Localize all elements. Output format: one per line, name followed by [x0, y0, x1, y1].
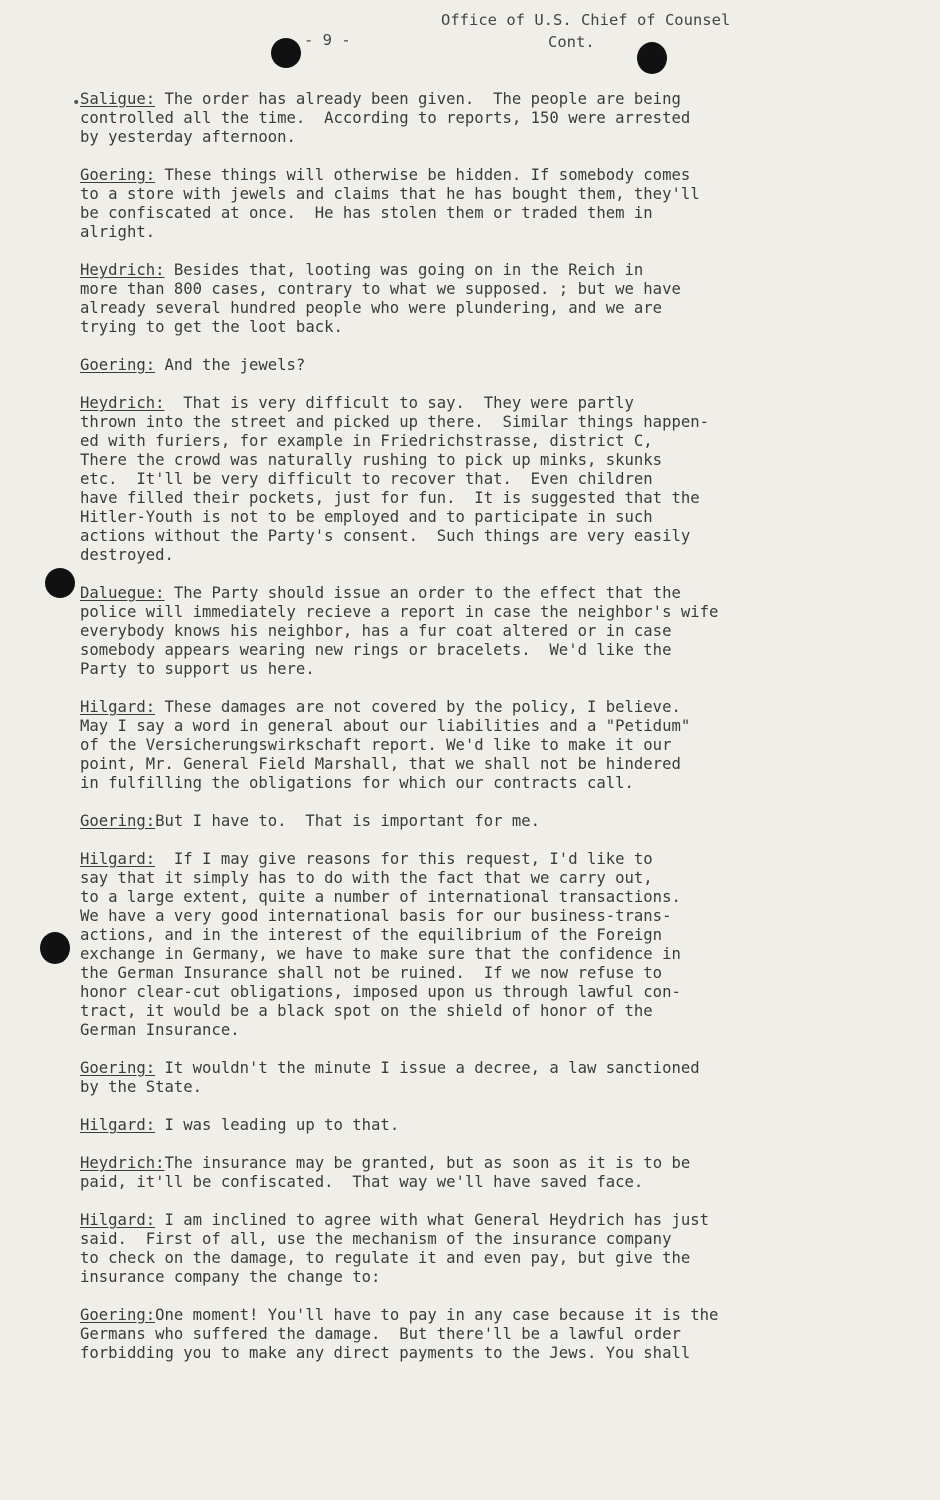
- speech-text: But I have to. That is important for me.: [155, 812, 541, 830]
- speaker-name: Hilgard:: [80, 1211, 156, 1229]
- speaker-name: Saligue:: [80, 90, 156, 108]
- transcript-paragraph: [80, 356, 880, 375]
- transcript-paragraph: [80, 90, 880, 147]
- transcript-paragraph: [80, 850, 880, 1040]
- speaker-name: Goering:: [80, 356, 156, 374]
- speaker-name: Hilgard:: [80, 698, 156, 716]
- transcript-paragraph: [80, 394, 880, 565]
- speaker-name: Goering:: [80, 1059, 156, 1077]
- transcript-paragraph: [80, 698, 880, 793]
- transcript-paragraph: [80, 261, 880, 337]
- speech-text: If I may give reasons for this request, I'd like to say that it simply has to do with the fact that we carry out, to a large extent, quite a number of international transactions. We have a very good international basis for our business-trans- actions, and in the interest of the equilibrium of the Foreign exchange in Germany, we have to make sure that the confidence in the German Insurance shall not be ruined. If we now refuse to honor clear-cut obligations, imposed upon us through lawful con- tract, it would be a black spot on the shield of honor of the German Insurance.: [80, 850, 681, 1039]
- transcript-paragraph: [80, 584, 880, 679]
- speech-text: The Party should issue an order to the effect that the police will immediately recieve a report in case the neighbor's wife everybody knows his neighbor, has a fur coat altered or in case somebody appears wearing new rings or bracelets. We'd like the Party to support us here.: [80, 584, 719, 678]
- transcript-paragraph: [80, 1059, 880, 1097]
- transcript-body: [80, 90, 880, 1382]
- speech-text: The order has already been given. The people are being controlled all the time. According to reports, 150 were arrested by yesterday afternoon.: [80, 90, 691, 146]
- speech-text: And the jewels?: [155, 356, 306, 374]
- transcript-paragraph: [80, 812, 880, 831]
- office-heading: Office of U.S. Chief of Counsel: [441, 11, 731, 29]
- speech-text: These damages are not covered by the policy, I believe. May I say a word in general about our liabilities and a "Petidum" of the Versicherungswirkschaft report. We'd like to make it our point, Mr. General Field Marshall, that we shall not be hindered in fulfilling the obligations for which our contracts call.: [80, 698, 691, 792]
- transcript-paragraph: [80, 1154, 880, 1192]
- speech-text: One moment! You'll have to pay in any case because it is the Germans who suffered the damage. But there'll be a lawful order forbidding you to make any direct payments to the Jews. You shall: [80, 1306, 719, 1362]
- speaker-name: Heydrich:: [80, 1154, 165, 1172]
- transcript-paragraph: [80, 1211, 880, 1287]
- speaker-name: Hilgard:: [80, 850, 156, 868]
- page-number: - 9 -: [304, 31, 351, 49]
- punch-hole-left-upper: [45, 568, 75, 598]
- punch-hole-left-lower: [40, 932, 70, 964]
- speaker-name: Hilgard:: [80, 1116, 156, 1134]
- speech-text: Besides that, looting was going on in the Reich in more than 800 cases, contrary to what we supposed. ; but we have already several hundred people who were plundering, and we are trying to get the loot back.: [80, 261, 681, 336]
- continued-heading: Cont.: [548, 33, 595, 51]
- speaker-name: Heydrich:: [80, 261, 165, 279]
- speaker-name: Goering:: [80, 812, 156, 830]
- speech-text: These things will otherwise be hidden. If somebody comes to a store with jewels and claims that he has bought them, they'll be confiscated at once. He has stolen them or traded them in alright.: [80, 166, 700, 241]
- speech-text: I am inclined to agree with what General Heydrich has just said. First of all, use the mechanism of the insurance company to check on the damage, to regulate it and even pay, but give the insurance company the change to:: [80, 1211, 710, 1286]
- speaker-name: Goering:: [80, 1306, 156, 1324]
- punch-hole-top-right: [637, 42, 667, 74]
- speech-text: It wouldn't the minute I issue a decree, a law sanctioned by the State.: [80, 1059, 700, 1096]
- speaker-name: Heydrich:: [80, 394, 165, 412]
- speech-text: That is very difficult to say. They were partly thrown into the street and picked up there. Similar things happen- ed with furiers, for example in Friedrichstrasse, district C, There the crowd was naturally rushing to pick up minks, skunks etc. It'll be very difficult to recover that. Even children have filled their pockets, just for fun. It is suggested that the Hitler-Youth is not to be employed and to participate in such actions without the Party's consent. Such things are very easily destroyed.: [80, 394, 710, 564]
- speech-text: I was leading up to that.: [155, 1116, 400, 1134]
- speech-text: The insurance may be granted, but as soon as it is to be paid, it'll be confiscated. That way we'll have saved face.: [80, 1154, 691, 1191]
- speaker-name: Daluegue:: [80, 584, 165, 602]
- transcript-paragraph: [80, 1116, 880, 1135]
- transcript-paragraph: [80, 166, 880, 242]
- transcript-paragraph: [80, 1306, 880, 1363]
- margin-dot-mark: •: [72, 95, 81, 111]
- punch-hole-top-left: [271, 38, 301, 68]
- speaker-name: Goering:: [80, 166, 156, 184]
